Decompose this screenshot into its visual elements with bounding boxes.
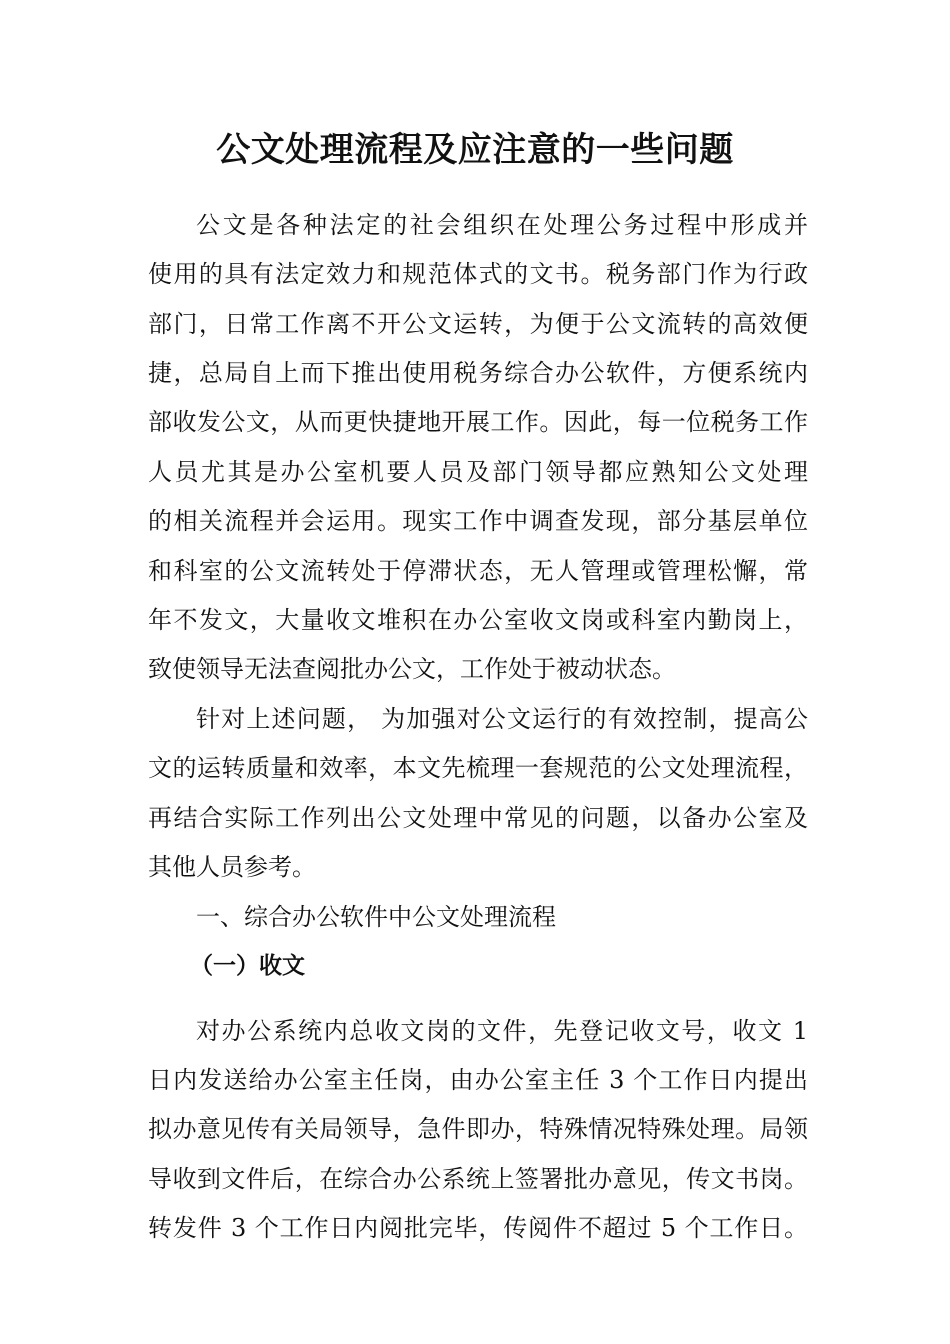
paragraph-line: 对办公系统内总收文岗的文件，先登记收文号，收文 1 — [196, 1017, 808, 1045]
paragraph-line: 部门，日常工作离不开公文运转，为便于公文流转的高效便 — [148, 310, 808, 338]
paragraph-line: 导收到文件后，在综合办公系统上签署批办意见，传文书岗。 — [148, 1165, 808, 1193]
paragraph-line: 年不发文，大量收文堆积在办公室收文岗或科室内勤岗上， — [148, 606, 808, 634]
paragraph-line: 使用的具有法定效力和规范体式的文书。税务部门作为行政 — [148, 260, 808, 288]
paragraph-line: 日内发送给办公室主任岗，由办公室主任 3 个工作日内提出 — [148, 1066, 808, 1094]
paragraph-line: 再结合实际工作列出公文处理中常见的问题，以备办公室及 — [148, 804, 808, 832]
paragraph-line: 针对上述问题， 为加强对公文运行的有效控制，提高公 — [196, 705, 808, 733]
paragraph-line: 捷，总局自上而下推出使用税务综合办公软件，方便系统内 — [148, 359, 808, 387]
section-heading: 一、综合办公软件中公文处理流程 — [196, 903, 556, 931]
paragraph-line: 和科室的公文流转处于停滞状态，无人管理或管理松懈，常 — [148, 557, 808, 585]
paragraph-line: 人员尤其是办公室机要人员及部门领导都应熟知公文处理 — [148, 458, 808, 486]
paragraph-line: 公文是各种法定的社会组织在处理公务过程中形成并 — [196, 211, 808, 239]
paragraph-line: 的相关流程并会运用。现实工作中调查发现，部分基层单位 — [148, 507, 808, 535]
paragraph-line: 转发件 3 个工作日内阅批完毕，传阅件不超过 5 个工作日。 — [148, 1214, 808, 1242]
paragraph-line: 致使领导无法查阅批办公文，工作处于被动状态。 — [148, 655, 676, 683]
paragraph-line: 其他人员参考。 — [148, 853, 316, 881]
paragraph-line: 拟办意见传有关局领导，急件即办，特殊情况特殊处理。局领 — [148, 1115, 808, 1143]
document-title: 公文处理流程及应注意的一些问题 — [216, 130, 734, 170]
paragraph-line: 文的运转质量和效率，本文先梳理一套规范的公文处理流程， — [148, 754, 808, 782]
subsection-heading: （一）收文 — [190, 953, 305, 979]
paragraph-line: 部收发公文，从而更快捷地开展工作。因此，每一位税务工作 — [148, 408, 808, 436]
